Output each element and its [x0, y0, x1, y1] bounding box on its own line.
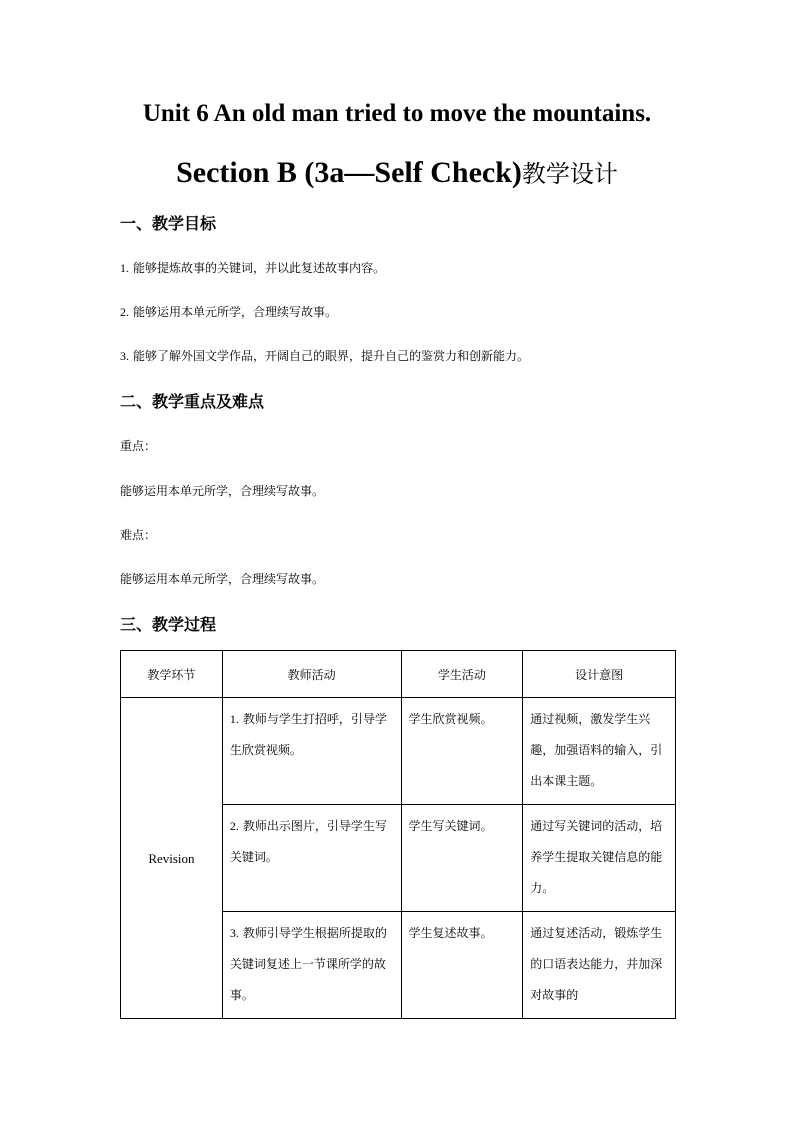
- document-title: Unit 6 An old man tried to move the mountains.: [142, 100, 652, 127]
- objective-text: 能够运用本单元所学，合理续写故事。: [133, 305, 338, 319]
- activity-number: 2.: [229, 819, 239, 833]
- stage-cell: Revision: [121, 698, 223, 1019]
- document-subtitle: [0, 154, 794, 190]
- table-header: 学生活动: [401, 651, 523, 698]
- activity-text: 教师出示图片，引导学生写关键词。: [229, 819, 387, 864]
- activity-number: 1.: [229, 712, 239, 726]
- table-header-row: [121, 651, 676, 698]
- objective-number: 3.: [120, 349, 129, 363]
- heading-objectives: 一、教学目标: [120, 214, 217, 233]
- objective-text: 能够提炼故事的关键词，并以此复述故事内容。: [133, 261, 386, 275]
- teacher-activity: [222, 912, 401, 1019]
- design-intent: 通过视频，激发学生兴趣，加强语料的输入，引出本课主题。: [523, 698, 676, 805]
- difficult-text: 能够运用本单元所学，合理续写故事。: [120, 572, 325, 586]
- activity-text: 教师与学生打招呼，引导学生欣赏视频。: [229, 712, 387, 757]
- heading-process: 三、教学过程: [120, 615, 217, 634]
- table-header: 教师活动: [222, 651, 401, 698]
- key-label: 重点：: [120, 439, 157, 453]
- process-table: [120, 650, 676, 1019]
- objective-text: 能够了解外国文学作品，开阔自己的眼界，提升自己的鉴赏力和创新能力。: [133, 349, 530, 363]
- difficult-label: 难点：: [120, 528, 157, 542]
- subtitle-cn: 教学设计: [521, 160, 618, 188]
- objective-number: 2.: [120, 305, 129, 319]
- design-intent: 通过写关键词的活动，培养学生提取关键信息的能力。: [523, 805, 676, 912]
- objective-item: [120, 259, 385, 276]
- design-intent: 通过复述活动，锻炼学生的口语表达能力，并加深对故事的: [523, 912, 676, 1019]
- key-text: 能够运用本单元所学，合理续写故事。: [120, 484, 325, 498]
- activity-text: 教师引导学生根据所提取的关键词复述上一节课所学的故事。: [229, 926, 387, 1002]
- table-row: [121, 698, 676, 805]
- student-activity: 学生复述故事。: [401, 912, 523, 1019]
- objective-item: [120, 347, 529, 364]
- table-header: 设计意图: [523, 651, 676, 698]
- objective-item: [120, 303, 337, 320]
- subtitle-en: Section B (3a—Self Check): [176, 156, 522, 189]
- student-activity: 学生写关键词。: [401, 805, 523, 912]
- objective-number: 1.: [120, 261, 129, 275]
- heading-keypoints: 二、教学重点及难点: [120, 392, 265, 411]
- table-header: 教学环节: [121, 651, 223, 698]
- teacher-activity: [222, 805, 401, 912]
- activity-number: 3.: [229, 926, 239, 940]
- teacher-activity: [222, 698, 401, 805]
- student-activity: 学生欣赏视频。: [401, 698, 523, 805]
